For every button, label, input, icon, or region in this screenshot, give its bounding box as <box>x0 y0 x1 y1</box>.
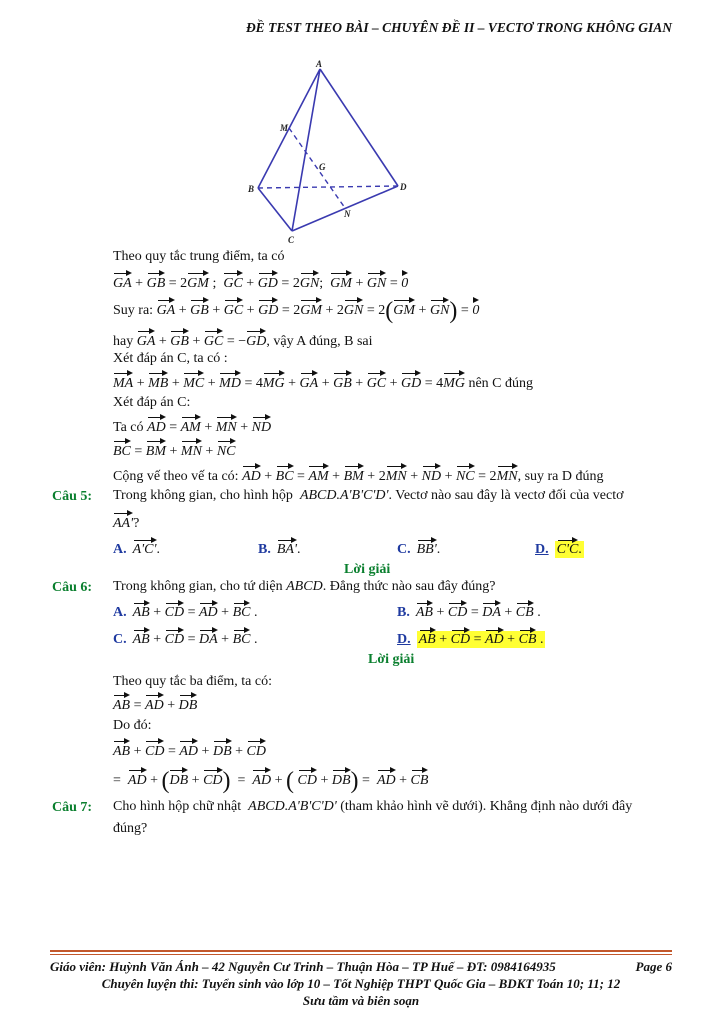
edge-bc <box>258 188 292 231</box>
q5-option-d[interactable]: D. C'C. <box>535 539 584 558</box>
edge-ac <box>292 69 320 231</box>
page-number: Page 6 <box>635 959 672 974</box>
q6-option-a[interactable]: A. AB + CD = AD + BC . <box>113 602 257 621</box>
formula-line: Cộng vế theo vế ta có: AD + BC = AM + BM + 2MN + ND + NC = 2MN, suy ra D đúng <box>113 465 604 486</box>
q5-option-c[interactable]: C. BB'. <box>397 539 440 558</box>
q5-option-a[interactable]: A. A'C'. <box>113 539 160 558</box>
solution-text: Xét đáp án C: <box>113 395 191 410</box>
q5-option-b[interactable]: B. BA'. <box>258 539 300 558</box>
hay-conclusion: , vậy A đúng, B sai <box>266 334 373 349</box>
footer-line-2: Chuyên luyện thi: Tuyển sinh vào lớp 10 – Tốt Nghiệp THPT Quốc Gia – BDKT Toán 10; 11; 12 <box>101 976 621 991</box>
suy-ra-label: Suy ra: <box>113 303 154 318</box>
tetrahedron-figure <box>240 55 420 250</box>
question-7-number: Câu 7: <box>52 800 93 815</box>
label-n: N <box>344 209 351 219</box>
label-d: D <box>400 182 407 192</box>
solution-text: Xét đáp án C, ta có : <box>113 351 228 366</box>
edge-bd-hidden <box>258 186 398 188</box>
formula-line: AB = AD + DB <box>113 694 197 715</box>
label-m: M <box>280 123 289 133</box>
solution-text: Theo quy tắc ba điểm, ta có: <box>113 674 272 689</box>
question-5-number: Câu 5: <box>52 489 93 504</box>
formula-line: AB + CD = AD + DB + CD <box>113 740 266 761</box>
footer-divider <box>50 950 672 952</box>
page-header: ĐỀ TEST THEO BÀI – CHUYÊN ĐỀ II – VECTƠ TRONG KHÔNG GIAN <box>245 20 672 35</box>
question-7-text-cont: đúng? <box>113 821 148 836</box>
formula-line: Ta có AD = AM + MN + ND <box>113 416 271 437</box>
hay-label: hay <box>113 334 134 349</box>
label-c: C <box>288 235 295 245</box>
q6-option-c[interactable]: C. AB + CD = DA + BC . <box>113 629 257 648</box>
label-a: A <box>316 59 323 69</box>
label-b: B <box>248 184 255 194</box>
footer-divider-thin <box>50 954 672 955</box>
formula-line: MA + MB + MC + MD = 4MG + GA + GB + GC + GD = 4MG nên C đúng <box>113 372 533 393</box>
formula-line: hay GA + GB + GC = −GD, vậy A đúng, B sai <box>113 330 373 351</box>
c-conclusion: nên C đúng <box>468 376 534 391</box>
q6-option-d[interactable]: D. AB + CD = AD + CB . <box>397 629 545 648</box>
formula-line: Suy ra: GA + GB + GC + GD = 2GM + 2GN = 2(GM + GN) = 0 <box>113 298 480 324</box>
question-6-text: Trong không gian, cho tứ diện ABCD. Đẳng thức nào sau đây đúng? <box>113 579 496 594</box>
formula-line: GA + GB = 2GM ; GC + GD = 2GN; GM + GN = 0 <box>113 272 408 293</box>
q6-solution-heading: Lời giải <box>368 652 415 667</box>
q5-solution-heading: Lời giải <box>344 562 391 577</box>
edge-ad <box>320 69 398 186</box>
question-7-text: Cho hình hộp chữ nhật ABCD.A'B'C'D' (tham khảo hình vẽ dưới). Khẳng định nào dưới đây <box>113 799 633 814</box>
question-5-text-cont: AA'? <box>113 512 139 533</box>
footer-line-1: Giáo viên: Huỳnh Văn Ánh – 42 Nguyễn Cư Trinh – Thuận Hòa – TP Huế – ĐT: 0984164935 Page 6 <box>50 959 672 974</box>
question-6-number: Câu 6: <box>52 580 93 595</box>
footer-line-3: Sưu tầm và biên soạn <box>302 993 420 1008</box>
cong-label: Cộng vế theo vế ta có: <box>113 469 239 484</box>
question-5-text: Trong không gian, cho hình hộp ABCD.A'B'C'D'. Vectơ nào sau đây là vectơ đối của vectơ <box>113 488 624 503</box>
solution-text: Theo quy tắc trung điểm, ta có <box>113 249 285 264</box>
d-conclusion: , suy ra D đúng <box>517 469 604 484</box>
label-g: G <box>319 162 326 172</box>
ta-co-label: Ta có <box>113 420 144 435</box>
formula-line: = AD + (DB + CD) = AD + ( CD + DB) = AD + CB <box>113 768 429 794</box>
q6-option-b[interactable]: B. AB + CD = DA + CB . <box>397 602 541 621</box>
solution-text: Do đó: <box>113 718 152 733</box>
formula-line: BC = BM + MN + NC <box>113 440 236 461</box>
